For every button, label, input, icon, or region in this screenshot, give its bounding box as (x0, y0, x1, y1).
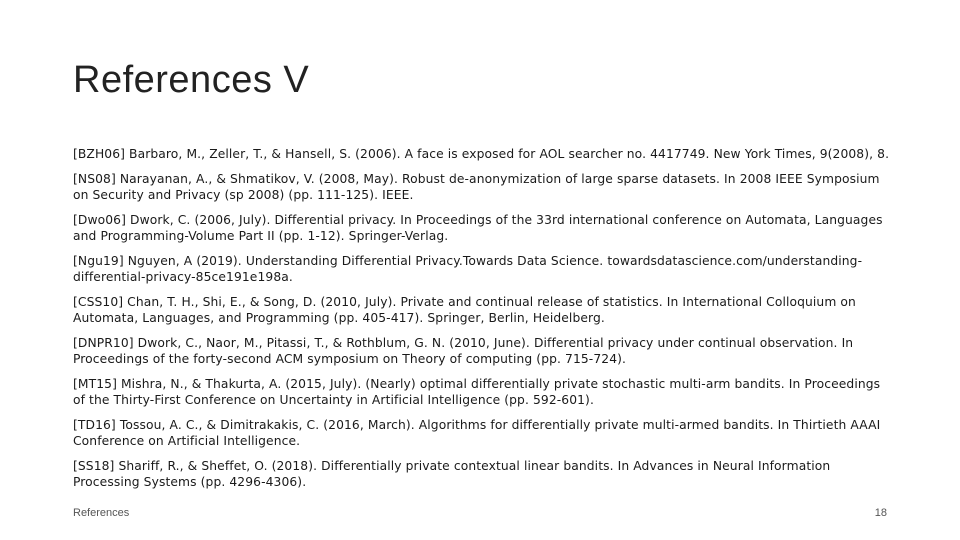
reference-item: [SS18] Shariff, R., & Sheffet, O. (2018). Differentially private contextual linear bandits. In Advances in Neural Information Processing Systems (pp. 4296-4306). (73, 459, 831, 489)
reference-item: [Ngu19] Nguyen, A (2019). Understanding Differential Privacy.Towards Data Science. towardsdatascience.com/understanding-differential-privacy-85ce191e198a. (73, 254, 863, 284)
reference-item: [MT15] Mishra, N., & Thakurta, A. (2015, July). (Nearly) optimal differentially private stochastic multi-arm bandits. In Proceedings of the Thirty-First Conference on Uncertainty in Artificial Intelligence (pp. 592-601). (73, 377, 881, 407)
reference-item: [BZH06] Barbaro, M., Zeller, T., & Hansell, S. (2006). A face is exposed for AOL searcher no. 4417749. New York Times, 9(2008), 8. (73, 147, 890, 161)
footer-section-label: References (73, 507, 130, 519)
slide-title: References V (73, 59, 310, 101)
reference-item: [NS08] Narayanan, A., & Shmatikov, V. (2008, May). Robust de-anonymization of large sparse datasets. In 2008 IEEE Symposium on Security and Privacy (sp 2008) (pp. 111-125). IEEE. (73, 172, 880, 202)
reference-item: [CSS10] Chan, T. H., Shi, E., & Song, D. (2010, July). Private and continual release of statistics. In International Colloquium on Automata, Languages, and Programming (pp. 405-417). Springer, Berlin, Heidelberg. (73, 295, 856, 325)
reference-item: [TD16] Tossou, A. C., & Dimitrakakis, C. (2016, March). Algorithms for differentially private multi-armed bandits. In Thirtieth AAAI Conference on Artificial Intelligence. (73, 418, 881, 448)
reference-item: [Dwo06] Dwork, C. (2006, July). Differential privacy. In Proceedings of the 33rd international conference on Automata, Languages and Programming-Volume Part II (pp. 1-12). Springer-Verlag. (73, 213, 883, 243)
reference-item: [DNPR10] Dwork, C., Naor, M., Pitassi, T., & Rothblum, G. N. (2010, June). Differential privacy under continual observation. In Proceedings of the forty-second ACM symposium on Theory of computing (pp. 715-724). (73, 336, 854, 366)
page-number: 18 (874, 507, 887, 519)
reference-list (73, 146, 893, 499)
